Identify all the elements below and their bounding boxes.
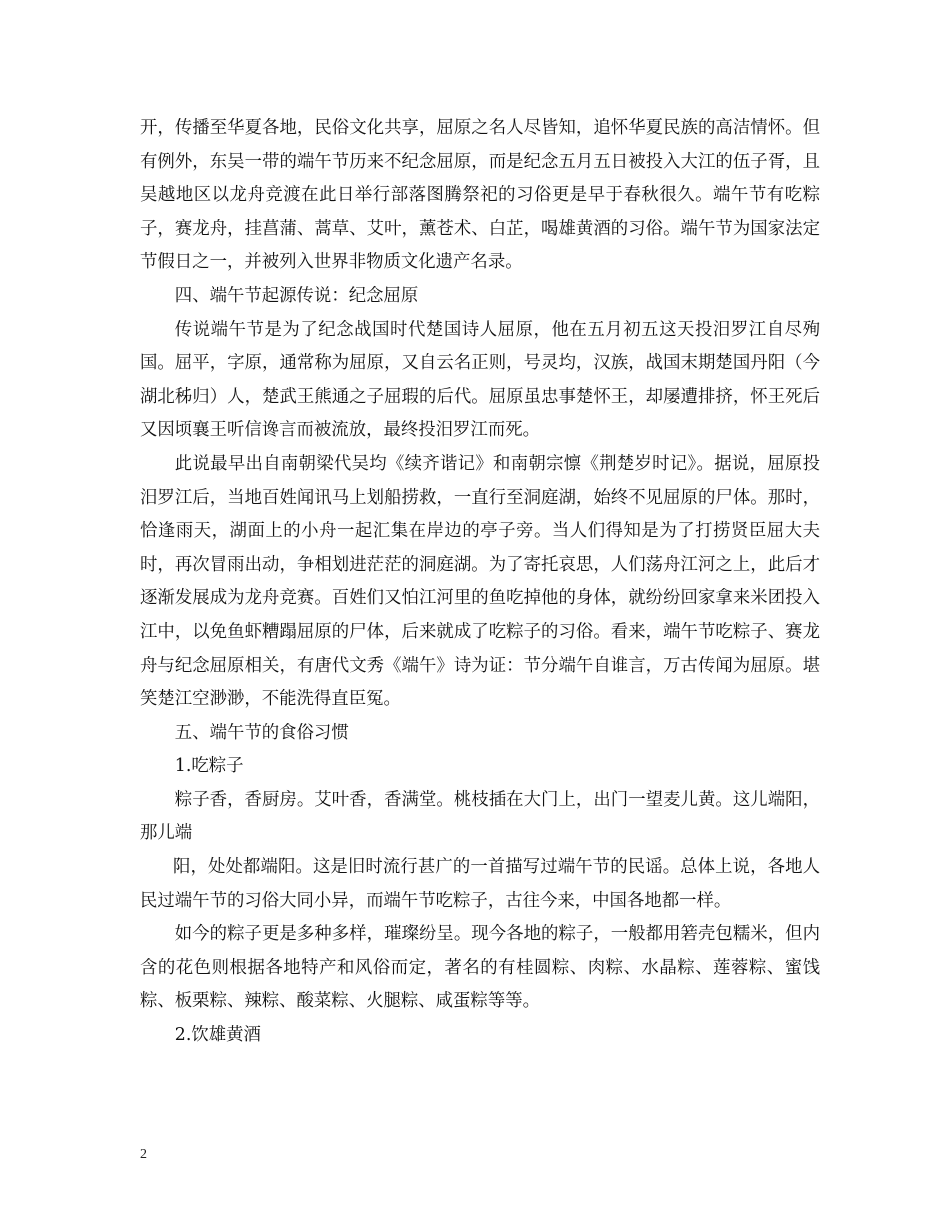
subheading-eat-zongzi: 1.吃粽子 [174, 756, 244, 777]
paragraph-folk-rhyme: 粽子香，香厨房。艾叶香，香满堂。桃枝插在大门上，出门一望麦儿黄。这儿端阳，那儿端 [140, 789, 820, 844]
paragraph-folk-rhyme-continued: 阳，处处都端阳。这是旧时流行甚广的一首描写过端午节的民谣。总体上说，各地人民过端午节的习俗大同小异，而端午节吃粽子，古往今来，中国各地都一样。 [140, 857, 820, 911]
section-heading-food-customs: 五、端午节的食俗习惯 [174, 722, 349, 743]
paragraph-zongzi-varieties: 如今的粽子更是多种多样，璀璨纷呈。现今各地的粽子，一般都用箬壳包糯米，但内含的花色则根据各地特产和风俗而定，著名的有桂圆粽、肉粽、水晶粽、莲蓉粽、蜜饯粽、板栗粽、辣粽、酸菜粽、火腿粽、咸蛋粽等等。 [140, 924, 820, 1012]
page-number: 2 [140, 1147, 147, 1162]
paragraph-qu-yuan-legend: 传说端午节是为了纪念战国时代楚国诗人屈原，他在五月初五这天投汨罗江自尽殉国。屈平，字原，通常称为屈原，又自云名正则，号灵均，汉族，战国末期楚国丹阳（今湖北秭归）人，楚武王熊通之子屈瑕的后代。屈原虽忠事楚怀王，却屡遭排挤，怀王死后又因顷襄王听信谗言而被流放，最终投汨罗江而死。 [140, 319, 820, 441]
section-heading-origin-legend: 四、端午节起源传说：纪念屈原 [174, 285, 419, 306]
subheading-realgar-wine: 2.饮雄黄酒 [174, 1025, 261, 1046]
document-body [140, 112, 820, 1053]
paragraph-continuation: 开，传播至华夏各地，民俗文化共享，屈原之名人尽皆知，追怀华夏民族的高洁情怀。但有例外，东吴一带的端午节历来不纪念屈原，而是纪念五月五日被投入大江的伍子胥，且吴越地区以龙舟竞渡在此日举行部落图腾祭祀的习俗更是早于春秋很久。端午节有吃粽子，赛龙舟，挂菖蒲、蒿草、艾叶，薰苍术、白芷，喝雄黄酒的习俗。端午节为国家法定节假日之一，并被列入世界非物质文化遗产名录。 [140, 118, 820, 273]
paragraph-legend-source: 此说最早出自南朝梁代吴均《续齐谐记》和南朝宗懔《荆楚岁时记》。据说，屈原投汨罗江后，当地百姓闻讯马上划船捞救，一直行至洞庭湖，始终不见屈原的尸体。那时，恰逢雨天，湖面上的小舟一起汇集在岸边的亭子旁。当人们得知是为了打捞贤臣屈大夫时，再次冒雨出动，争相划进茫茫的洞庭湖。为了寄托哀思，人们荡舟江河之上，此后才逐渐发展成为龙舟竞赛。百姓们又怕江河里的鱼吃掉他的身体，就纷纷回家拿来米团投入江中，以免鱼虾糟蹋屈原的尸体，后来就成了吃粽子的习俗。看来，端午节吃粽子、赛龙舟与纪念屈原相关，有唐代文秀《端午》诗为证：节分端午自谁言，万古传闻为屈原。堪笑楚江空渺渺，不能洗得直臣冤。 [140, 453, 820, 710]
